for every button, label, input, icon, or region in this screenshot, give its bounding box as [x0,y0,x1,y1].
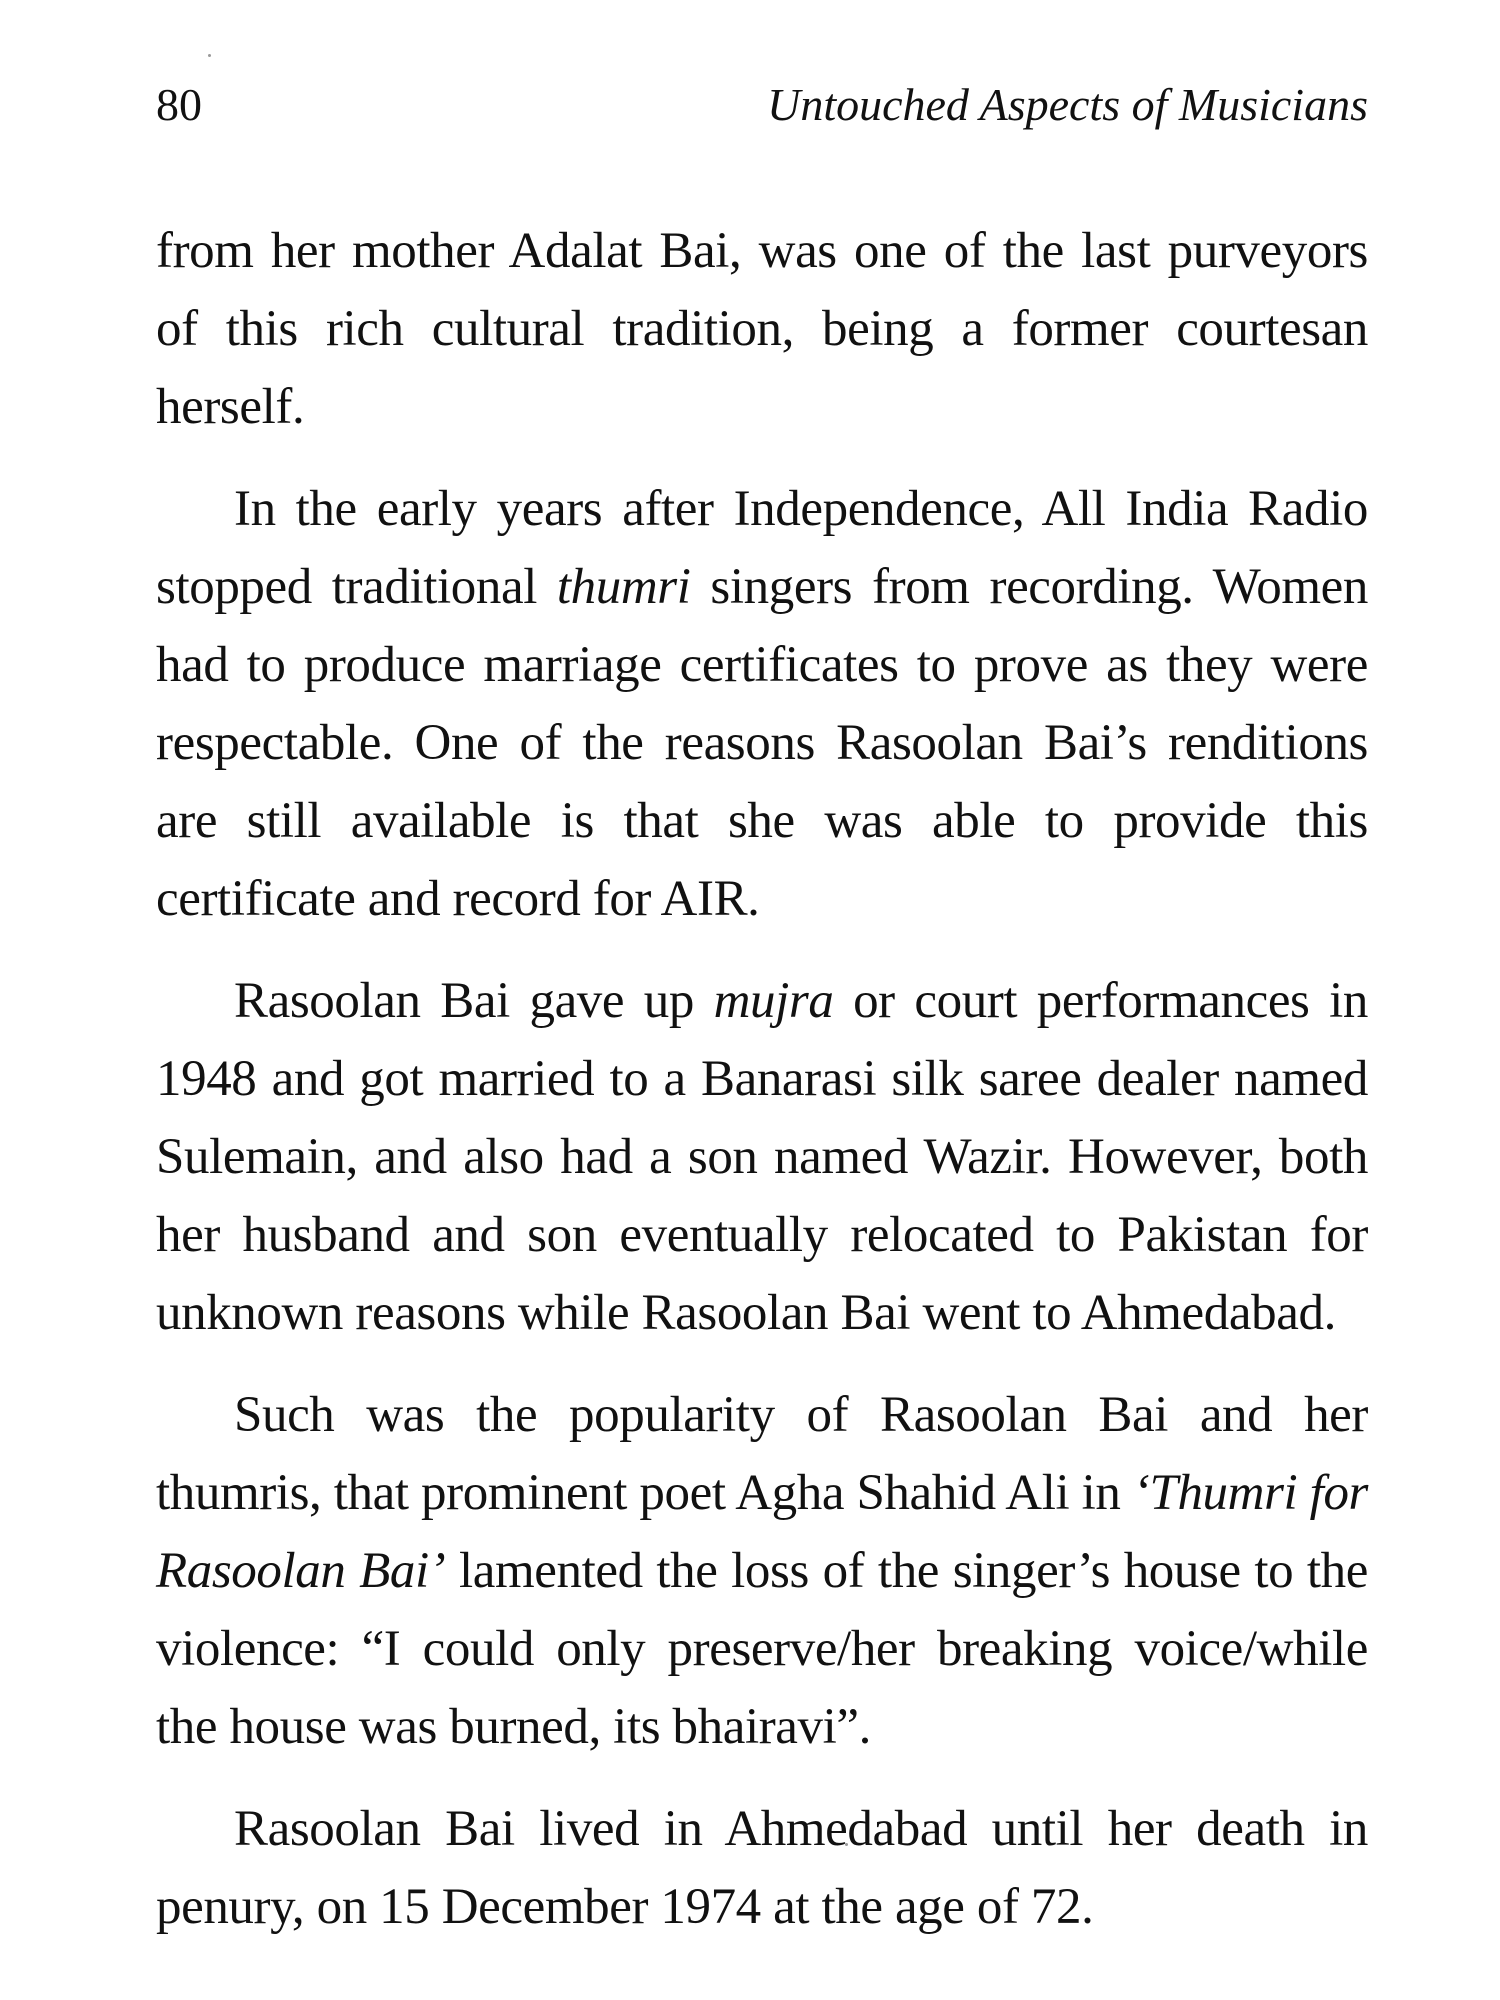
running-head [156,70,1368,140]
paragraph-text: or court performances in 1948 and got married to a Banarasi silk saree dealer named Sulemain, and also had a son named Wazir. However, both her husband and son eventually relocated to Pakistan for unknown reasons while Rasoolan Bai went to Ahmedabad. [156,973,1368,1341]
paragraph-text: lamented the loss of the singer’s house to the violence: “I could only preserve/her breaking voice/while the house was burned, its bhairavi”. [156,1543,1368,1755]
paragraph-text: Rasoolan Bai lived in Ahmedabad until her death in penury, on 15 December 1974 at the age of 72. [156,1801,1368,1935]
paragraph-text: Rasoolan Bai gave up [234,973,714,1029]
paragraph-marriage [156,962,1368,1352]
page-number: 80 [156,79,202,130]
scan-speck [208,54,211,57]
italic-poem-title: ‘Thumri for Rasoolan Bai’ [156,1465,1368,1599]
paragraph-text: from her mother Adalat Bai, was one of the last purveyors of this rich cultural tradition, being a former courtesan herself. [156,223,1368,435]
running-title: Untouched Aspects of Musicians [767,79,1368,130]
body-text [156,212,1368,1970]
paragraph-death [156,1790,1368,1946]
italic-term-mujra: mujra [713,973,834,1029]
italic-term-thumri: thumri [556,559,691,615]
paragraph-continued [156,212,1368,446]
paragraph-air-recording [156,470,1368,938]
paragraph-poet [156,1376,1368,1766]
paragraph-text: Such was the popularity of Rasoolan Bai and her thumris, that prominent poet Agha Shahid Ali in [156,1387,1368,1521]
paragraph-text: singers from recording. Women had to produce marriage certificates to prove as they were respectable. One of the reasons Rasoolan Bai’s renditions are still available is that she was able to provide this certificate and record for AIR. [156,559,1368,927]
paragraph-text: In the early years after Independence, All India Radio stopped traditional [156,481,1368,615]
